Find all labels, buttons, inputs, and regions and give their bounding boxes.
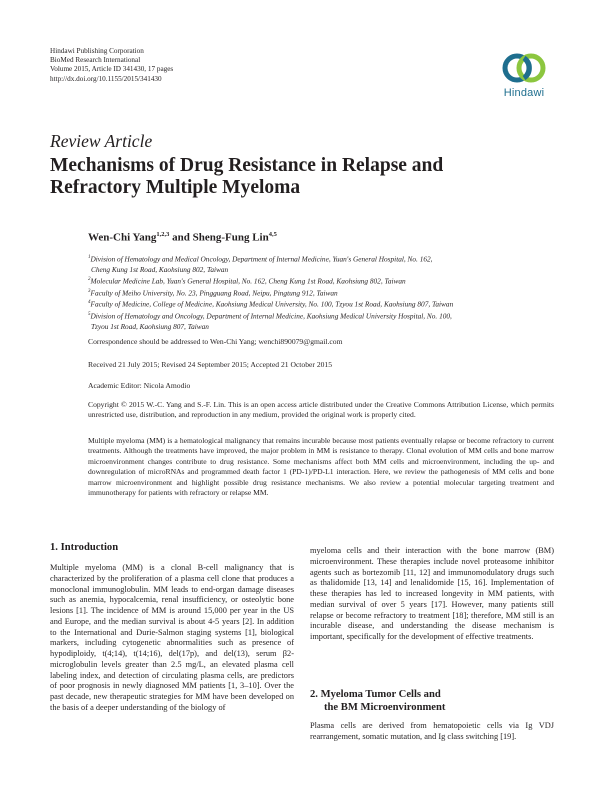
affiliation-item — [88, 287, 558, 299]
article-title: Mechanisms of Drug Resistance in Relapse and Refractory Multiple Myeloma — [50, 155, 444, 198]
affiliation-number: 5 — [88, 312, 91, 318]
affiliation-item — [88, 310, 558, 332]
section-heading — [310, 688, 554, 721]
author-name: Sheng-Fung Lin — [192, 231, 269, 244]
affiliation-item — [88, 253, 558, 275]
section-2-heading-line: the BM Microenvironment — [324, 702, 446, 713]
publication-dates: Received 21 July 2015; Revised 24 September 2015; Accepted 21 October 2015 — [88, 360, 333, 369]
hindawi-logo-icon — [494, 50, 554, 86]
section-2-body — [310, 721, 554, 743]
author-list — [88, 231, 277, 244]
author-name: Wen-Chi Yang — [88, 231, 157, 244]
affiliation-text: Faculty of Meiho University, No. 23, Pingguang Road, Neipu, Pingtung 912, Taiwan — [90, 288, 338, 298]
doi-link[interactable]: http://dx.doi.org/10.1155/2015/341430 — [50, 74, 162, 83]
article-type: Review Article — [50, 131, 153, 151]
author-affil-marks: 1,2,3 — [156, 231, 170, 238]
section-2-heading-line: 2. Myeloma Tumor Cells and — [310, 689, 441, 700]
affiliation-text: Cheng Kung 1st Road, Kaohsiung 802, Taiwan — [91, 264, 229, 274]
volume-line: Volume 2015, Article ID 341430, 17 pages — [50, 65, 174, 74]
journal-header — [50, 47, 173, 84]
academic-editor: Academic Editor: Nicola Amodio — [88, 381, 191, 390]
body-column-left — [50, 563, 294, 714]
body-paragraph: Plasma cells are derived from hematopoietic cells via Ig VDJ rearrangement, somatic mutation, and Ig class switching [19]. — [310, 721, 554, 741]
abstract: Multiple myeloma (MM) is a hematological malignancy that remains incurable because most patients eventually relapse or become refractory to current treatments. Although the treatments have improved, the major problem in MM is resistance to therapy. Clonal evolution of MM cells and bone marrow microenvironment changes contribute to drug resistance. Some mechanisms affect both MM cells and microenvironment, including the up- and downregulation of microRNAs and programmed death factor 1 (PD-1)/PD-L1 interaction. Here, we review the pathogenesis of MM cells and bone marrow microenvironment and highlight possible drug resistance mechanisms. We also review a potential molecular targeting treatment and immunotherapy for patients with refractory or relapse MM. — [88, 436, 554, 498]
affiliation-number: 2 — [88, 277, 91, 283]
author-connector: and — [169, 231, 193, 244]
section-1-heading: 1. Introduction — [50, 542, 119, 553]
hindawi-logo — [494, 50, 554, 99]
body-paragraph: myeloma cells and their interaction with the bone marrow (BM) microenvironment. These therapies include novel proteasome inhibitor agents such as bortezomib [11, 12] and immunomodulatory drugs such as thalidomide [13, 14] and lenalidomide [15, 16]. Implementation of these therapies has led to increased longevity in MM patients, with median survival of over 5 years [17]. However, many patients still relapse or become refractory to treatment [18]; therefore, MM still is an incurable disease, and understanding the disease mechanism is important, specifically for the development of effective treatments. — [310, 546, 554, 641]
logo-text: Hindawi — [503, 87, 545, 99]
affiliations — [88, 253, 558, 332]
publisher-name: Hindawi Publishing Corporation — [50, 47, 144, 55]
affiliation-text: Division of Hematology and Oncology, Department of Internal Medicine, Kaohsiung Medical University Hospital, No. 100, — [90, 311, 452, 321]
affiliation-number: 4 — [88, 300, 91, 306]
affiliation-text: Tzyou 1st Road, Kaohsiung 807, Taiwan — [91, 321, 209, 331]
affiliation-item — [88, 275, 558, 287]
section-2-heading — [310, 688, 554, 714]
journal-name: BioMed Research International — [50, 56, 141, 65]
affiliation-text: Faculty of Medicine, College of Medicine, Kaohsiung Medical University, No. 100, Tzyou 1st Road, Kaohsiung 807, Taiwan — [90, 299, 454, 309]
author-affil-marks: 4,5 — [268, 231, 277, 238]
section-heading — [50, 541, 294, 561]
affiliation-item — [88, 298, 558, 310]
correspondence-note: Correspondence should be addressed to Wen-Chi Yang; wenchi890079@gmail.com — [88, 337, 343, 346]
affiliation-text: Division of Hematology and Medical Oncology, Department of Internal Medicine, Yuan's General Hospital, No. 162, — [90, 254, 433, 264]
affiliation-number: 3 — [88, 288, 91, 294]
affiliation-number: 1 — [88, 255, 91, 260]
body-paragraph: Multiple myeloma (MM) is a clonal B-cell malignancy that is characterized by the proliferation of a plasma cell clone that produces a monoclonal immunoglobulin. MM leads to end-organ damage diseases such as anemia, hypocalcemia, renal insufficiency, or osteolytic bone lesions [1]. The incidence of MM is around 15,000 per year in the US and Europe, and the median survival is about 4-5 years [2]. In addition to the International and Durie-Salmon staging systems [1], biological markers, including cytogenetic abnormalities such as presence of hypodiploidy, t(4;14), t(14;16), del(17p), and del(13), serum β2-microglobulin levels greater than 2.5 mg/L, an elevated plasma cell labeling index, and detection of circulating plasma cells, are predictors of poor prognosis in newly diagnosed MM patients [1, 3–10]. Over the past decade, new therapeutic strategies for MM have been developed on the basis of a deeper understanding of the biology of — [50, 563, 294, 712]
copyright-notice: Copyright © 2015 W.-C. Yang and S.-F. Lin. This is an open access article distributed under the Creative Commons Attribution License, which permits unrestricted use, distribution, and reproduction in any medium, provided the original work is properly cited. — [88, 400, 554, 420]
affiliation-text: Molecular Medicine Lab, Yuan's General Hospital, No. 162, Cheng Kung 1st Road, Kaohsiung 802, Taiwan — [90, 276, 406, 286]
body-column-right — [310, 546, 554, 643]
